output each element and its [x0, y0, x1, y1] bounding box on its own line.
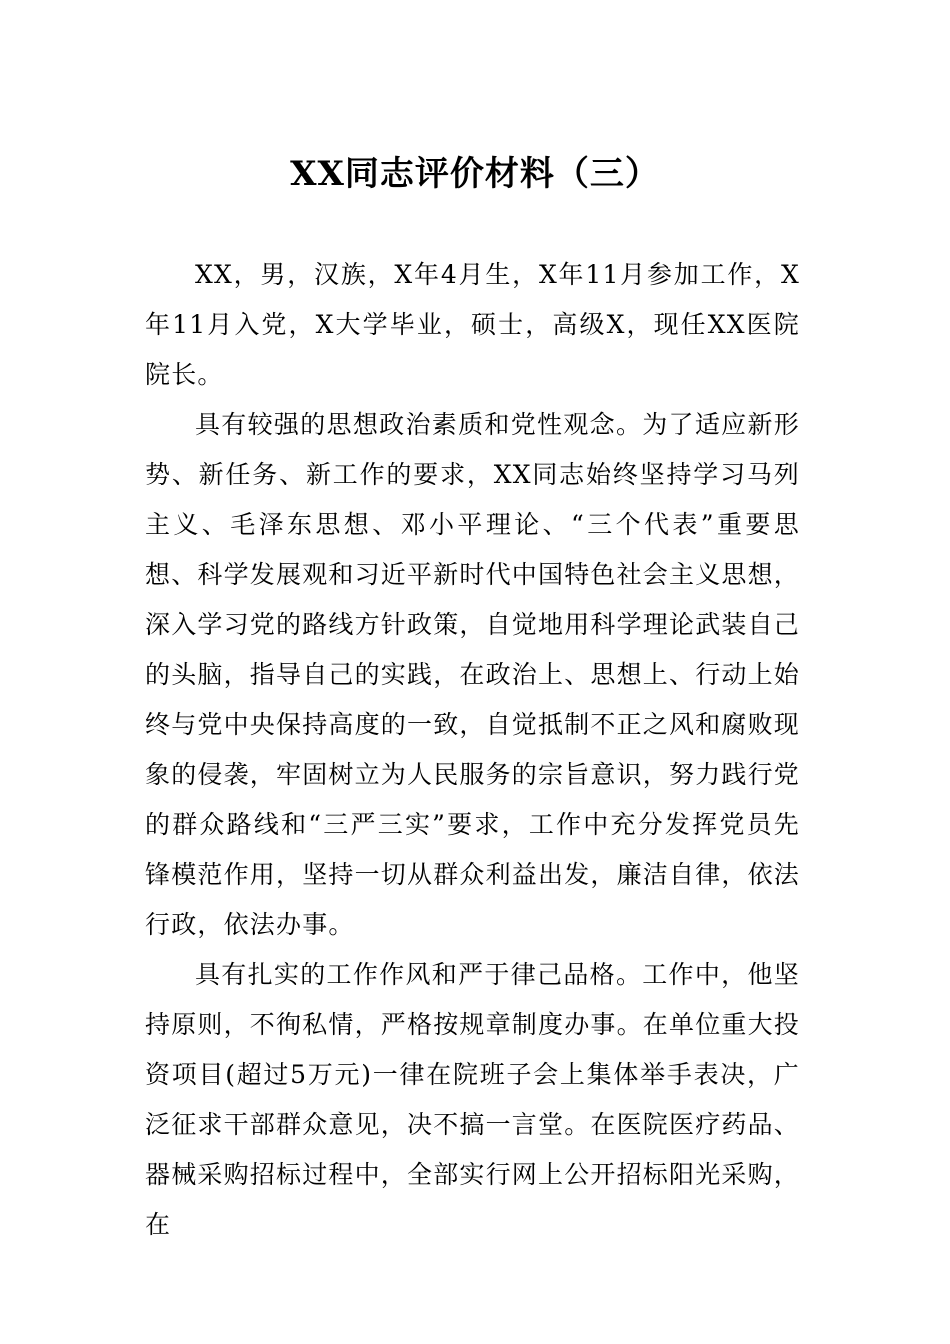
paragraph-text: XX，男，汉族，X年4月生，X年11月参加工作，X年11月入党，X大学毕业，硕士，高级X，现任XX医院院长。	[145, 260, 800, 389]
paragraph-text: 为了适应新形势、新任务、新工作的要求，XX同志始终坚持学习马列主义、毛泽东思想、邓小平理论、“三个代表”重要思想、科学发展观和习近平新时代中国特色社会主义思想，深入学习党的路线方针政策，自觉地用科学理论武装自己的头脑，指导自己的实践，在政治上、思想上、行动上始终与党中央保持高度的一致，自觉抵制不正之风和腐败现象的侵袭，牢固树立为人民服务的宗旨意识，努力践行党的群众路线和“三严三实”要求，工作中充分发挥党员先锋模范作用，坚持一切从群众利益出发，廉洁自律，依法行政，依法办事。	[145, 410, 801, 939]
paragraph-work-style	[145, 950, 800, 1250]
paragraph-intro	[145, 250, 800, 400]
paragraph-lead: 具有较强的思想政治素质和党性观念。	[195, 410, 643, 439]
paragraph-text: 工作中，他坚持原则，不徇私情，严格按规章制度办事。在单位重大投资项目(超过5万元)一律在院班子会上集体举手表决，广泛征求干部群众意见，决不搞一言堂。在医院医疗药品、器械采购招标过程中，全部实行网上公开招标阳光采购，在	[145, 960, 801, 1239]
document-title: XX同志评价材料（三）	[290, 154, 660, 194]
document-body	[145, 250, 800, 1250]
paragraph-political-quality	[145, 400, 800, 950]
paragraph-lead: 具有扎实的工作作风和严于律己品格。	[195, 960, 643, 989]
